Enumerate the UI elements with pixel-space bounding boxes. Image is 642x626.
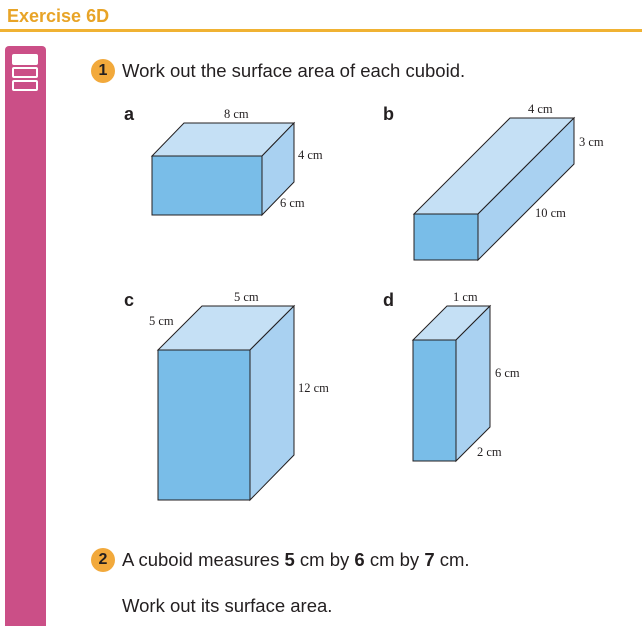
q2-dim-3: 7: [424, 549, 435, 570]
cuboid-b-diagram: [400, 98, 625, 268]
cuboid-a-length-label: 8 cm: [224, 107, 249, 121]
question-2-line-2: Work out its surface area.: [122, 595, 333, 616]
q2-text-post: cm.: [434, 549, 470, 570]
cuboid-d-height-label: 6 cm: [495, 366, 520, 380]
cuboid-d-diagram: [400, 285, 540, 470]
cuboid-c-depth-label: 5 cm: [149, 314, 174, 328]
q2-text-mid-2: cm by: [364, 549, 425, 570]
sidebar-strip: [5, 46, 46, 626]
cuboid-d-front: [413, 340, 456, 461]
difficulty-bar-2-icon: [12, 67, 38, 78]
cuboid-b-length-label: 10 cm: [535, 206, 566, 220]
q2-dim-1: 5: [284, 549, 295, 570]
cuboid-c-width-label: 5 cm: [234, 290, 259, 304]
q2-text-mid-1: cm by: [294, 549, 355, 570]
cuboid-c-height-label: 12 cm: [298, 381, 329, 395]
question-2-badge: 2: [91, 548, 115, 572]
cuboid-a-depth-label: 6 cm: [280, 196, 305, 210]
cuboid-b-front: [414, 214, 478, 260]
cuboid-c-front: [158, 350, 250, 500]
cuboid-b-height-label: 3 cm: [579, 135, 604, 149]
cuboid-d-width-label: 1 cm: [453, 290, 478, 304]
question-2-line-1: [122, 549, 470, 571]
cuboid-a-height-label: 4 cm: [298, 148, 323, 162]
difficulty-bar-1-icon: [12, 54, 38, 65]
part-b-label: b: [383, 104, 394, 124]
q2-dim-2: 6: [354, 549, 365, 570]
cuboid-a-diagram: [140, 100, 350, 230]
exercise-title: Exercise 6D: [7, 6, 110, 26]
question-1-badge: 1: [91, 59, 115, 83]
question-1-text: Work out the surface area of each cuboid.: [122, 60, 466, 81]
cuboid-c-diagram: [140, 285, 350, 510]
part-a-label: a: [124, 104, 135, 124]
difficulty-bar-3-icon: [12, 80, 38, 91]
cuboid-b-width-label: 4 cm: [528, 102, 553, 116]
part-c-label: c: [124, 290, 135, 310]
cuboid-d-depth-label: 2 cm: [477, 445, 502, 459]
q2-text-pre: A cuboid measures: [122, 549, 285, 570]
cuboid-a-front: [152, 156, 262, 215]
header-rule: [0, 29, 642, 32]
part-d-label: d: [383, 290, 394, 310]
